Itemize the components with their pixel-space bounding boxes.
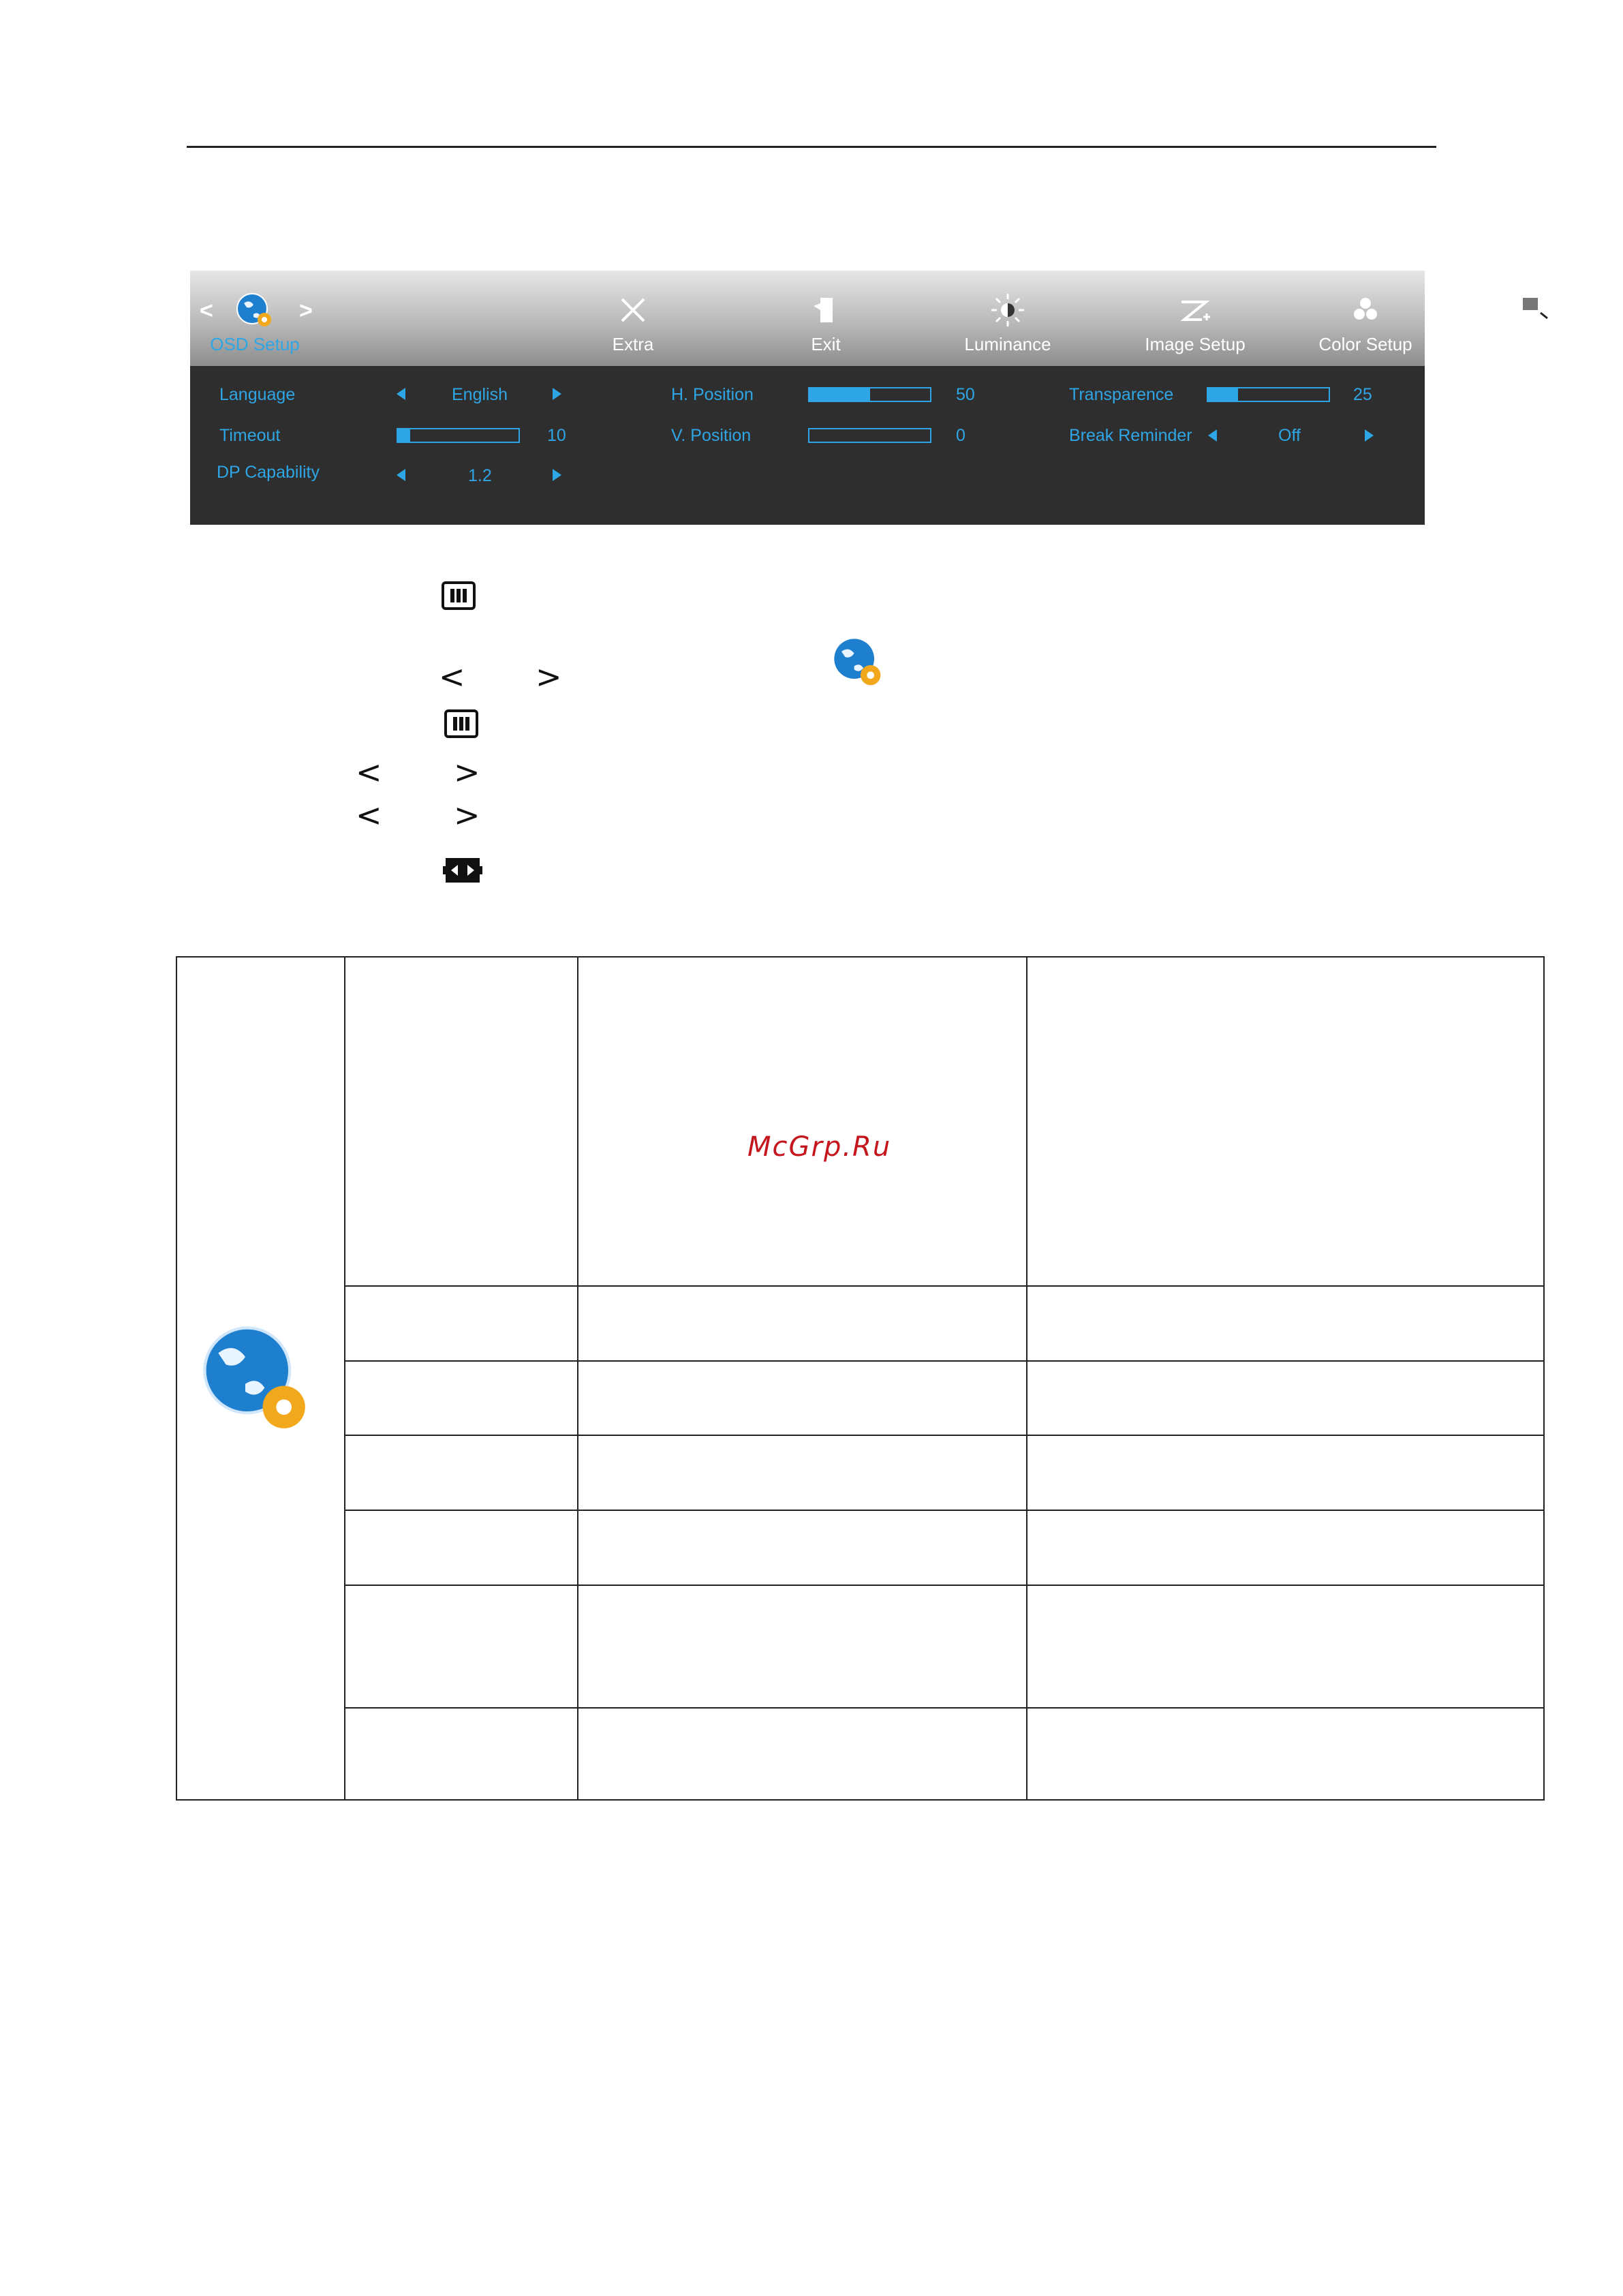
tab-label: Picture Boost — [1485, 334, 1591, 354]
tab-label: Color Setup — [1318, 334, 1412, 354]
left-chevron-icon: < — [356, 754, 382, 791]
table-row-divider — [344, 1510, 1543, 1511]
tab-luminance[interactable] — [933, 271, 1083, 366]
tab-exit[interactable] — [751, 271, 901, 366]
break-reminder-right-arrow[interactable] — [1365, 429, 1374, 442]
transparence-label: Transparence — [1069, 385, 1174, 404]
dp-capability-label: DP Capability — [217, 463, 320, 482]
v-position-label: V. Position — [671, 426, 752, 445]
tab-color-setup[interactable] — [1290, 271, 1440, 366]
timeout-label: Timeout — [219, 426, 281, 445]
language-label: Language — [219, 385, 296, 404]
tab-label: Exit — [811, 334, 841, 354]
break-reminder-left-arrow[interactable] — [1208, 429, 1217, 442]
left-chevron-icon: < — [356, 797, 382, 833]
tab-osd-setup[interactable] — [204, 271, 306, 366]
dp-capability-right-arrow[interactable] — [553, 469, 561, 481]
tab-nav-right[interactable]: > — [299, 298, 313, 324]
v-position-value: 0 — [956, 426, 965, 445]
color-circles-icon — [1345, 290, 1386, 331]
break-reminder-label: Break Reminder — [1069, 426, 1192, 445]
table-divider — [1026, 958, 1027, 1799]
image-setup-icon — [1175, 290, 1216, 331]
table-divider — [344, 958, 345, 1799]
h-position-label: H. Position — [671, 385, 754, 404]
tab-extra[interactable] — [558, 271, 708, 366]
right-chevron-icon: > — [536, 658, 562, 695]
language-right-arrow[interactable] — [553, 388, 561, 400]
exit-door-icon — [805, 290, 846, 331]
watermark: McGrp.Ru — [747, 1131, 892, 1163]
h-position-value: 50 — [956, 385, 975, 404]
table-row-divider — [344, 1285, 1543, 1287]
timeout-value: 10 — [547, 426, 566, 445]
dp-capability-left-arrow[interactable] — [397, 469, 405, 481]
table-row-divider — [344, 1435, 1543, 1436]
tab-nav-left[interactable]: < — [200, 298, 213, 324]
brightness-icon — [987, 290, 1028, 331]
language-left-arrow[interactable] — [397, 388, 405, 400]
table-divider — [577, 958, 578, 1799]
osd-tab-bar — [190, 271, 1591, 366]
dp-capability-value: 1.2 — [468, 466, 492, 485]
right-chevron-icon: > — [454, 797, 480, 833]
table-row-divider — [344, 1707, 1543, 1709]
tab-picture-boost[interactable] — [1463, 271, 1613, 366]
tab-label: Extra — [612, 334, 654, 354]
menu-key-icon — [444, 709, 478, 738]
osd-menu — [190, 271, 1591, 525]
function-table — [176, 956, 1545, 1801]
menu-key-icon — [442, 581, 476, 610]
break-reminder-value: Off — [1278, 426, 1301, 445]
right-chevron-icon: > — [454, 754, 480, 791]
table-row-divider — [344, 1360, 1543, 1362]
globe-gear-icon — [830, 635, 886, 690]
tools-icon — [613, 290, 653, 331]
globe-gear-icon — [199, 1322, 315, 1438]
left-chevron-icon: < — [439, 658, 465, 695]
tab-label: Luminance — [964, 334, 1051, 354]
table-row-divider — [344, 1585, 1543, 1586]
transparence-value: 25 — [1353, 385, 1372, 404]
picture-boost-icon — [1517, 290, 1558, 331]
enter-key-icon — [443, 857, 482, 884]
header-rule — [187, 146, 1436, 148]
tab-image-setup[interactable] — [1113, 271, 1277, 366]
globe-gear-icon — [234, 290, 275, 331]
tab-label: OSD Setup — [210, 334, 300, 354]
tab-label: Image Setup — [1145, 334, 1246, 354]
transparence-slider[interactable] — [1207, 387, 1330, 402]
h-position-slider[interactable] — [808, 387, 931, 402]
v-position-slider[interactable] — [808, 428, 931, 443]
timeout-slider[interactable] — [397, 428, 520, 443]
language-value: English — [452, 385, 508, 404]
